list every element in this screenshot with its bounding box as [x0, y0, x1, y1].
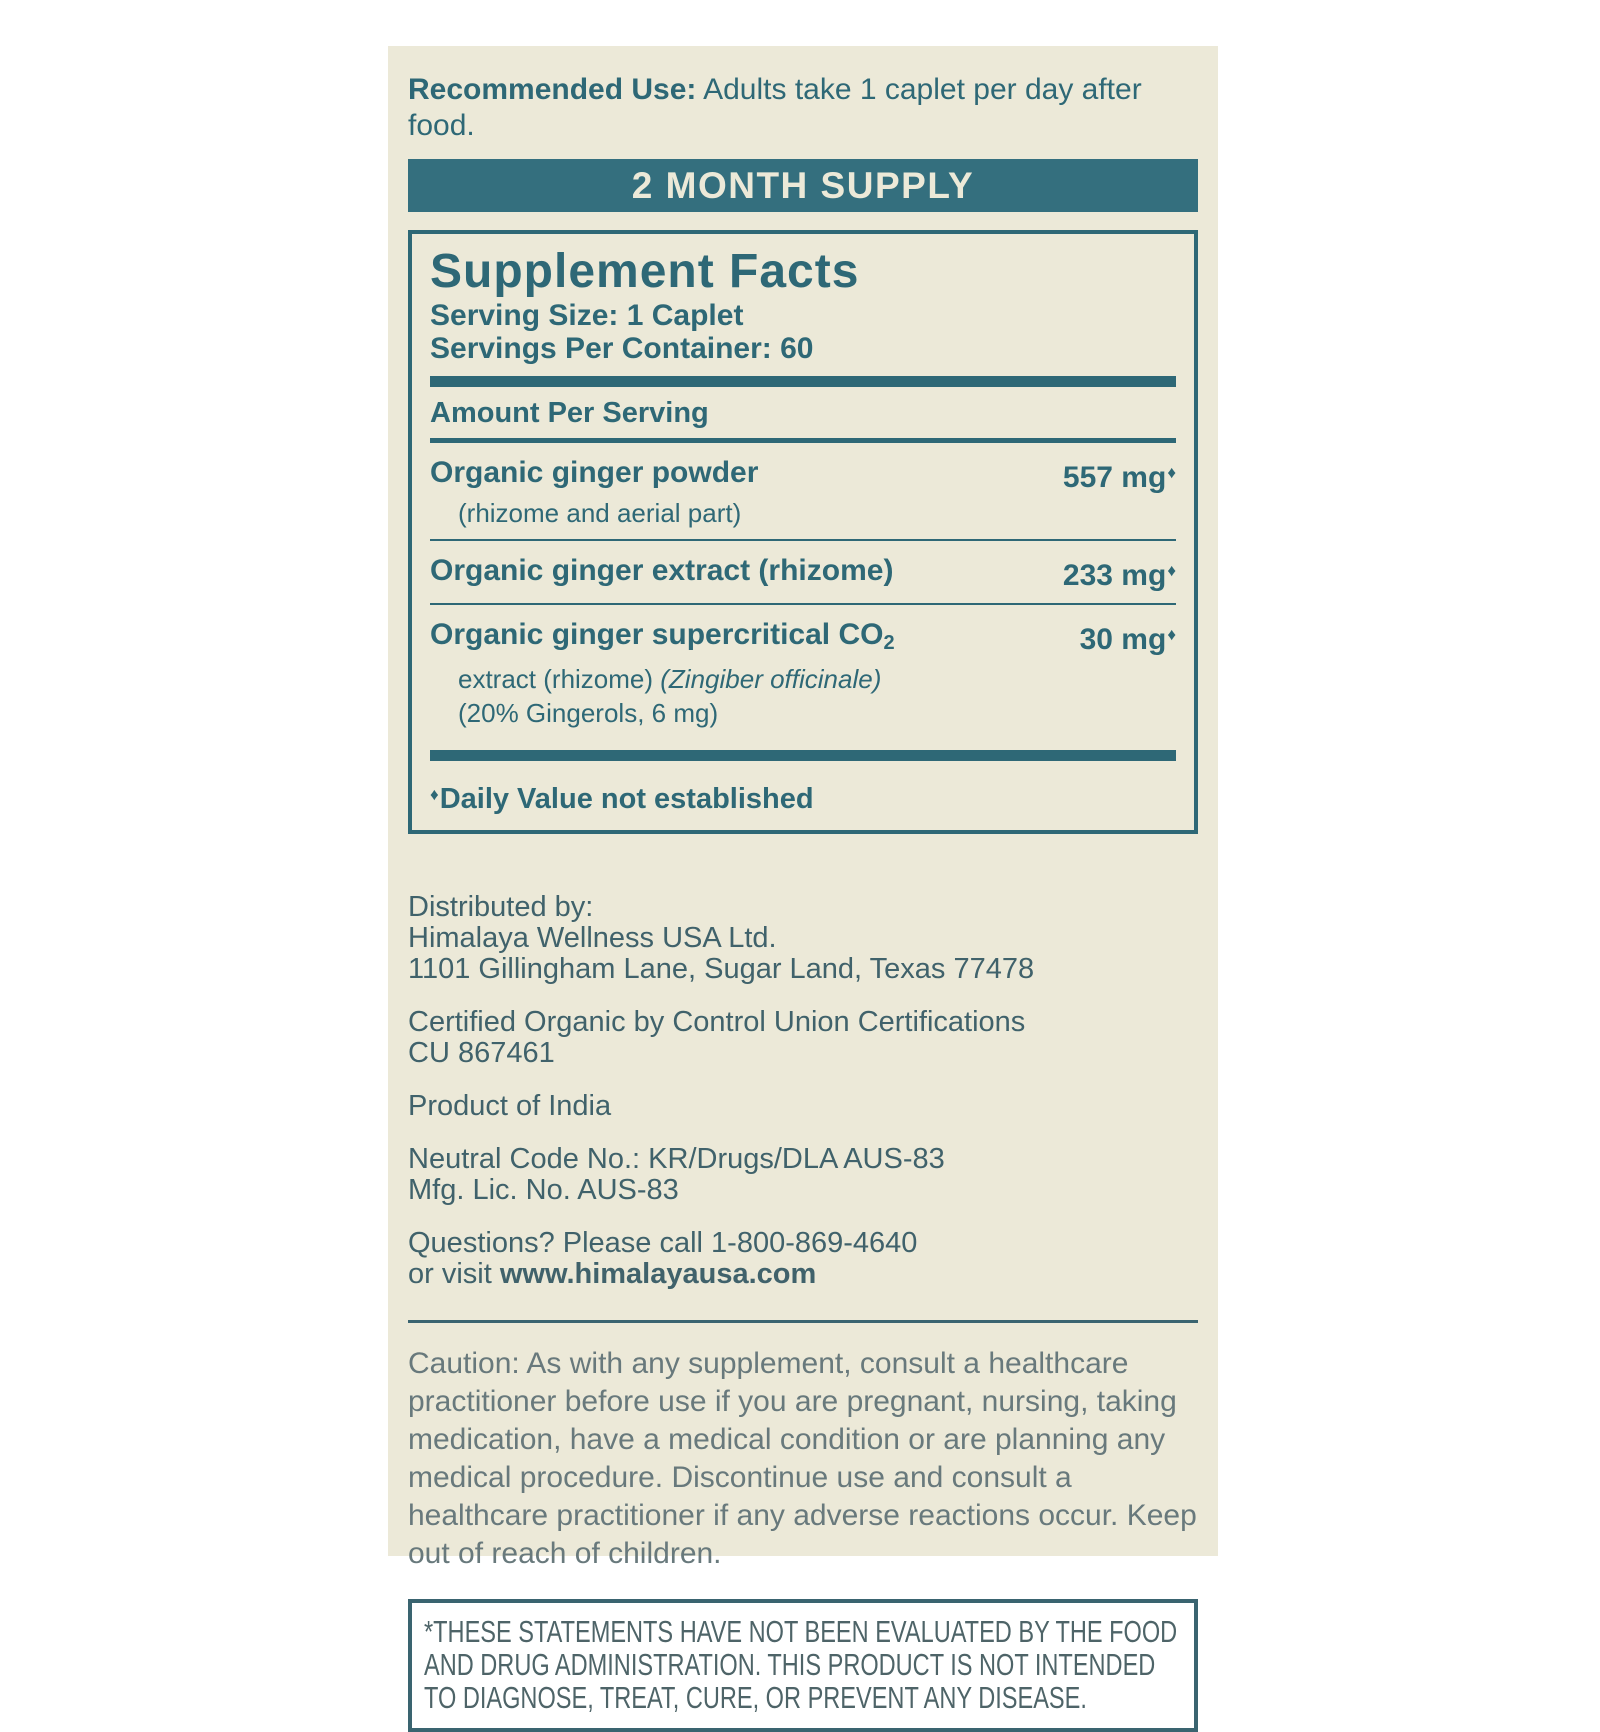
ingredient-amount: 233 mg♦ [1062, 559, 1176, 592]
product-label [388, 46, 1218, 1715]
recommended-use [408, 72, 1198, 144]
ingredient-detail: (20% Gingerols, 6 mg) [458, 698, 719, 728]
ingredient-name: Organic ginger extract (rhizome) [430, 554, 894, 587]
certification-block [408, 1007, 1198, 1069]
fda-disclaimer-line: *THESE STATEMENTS HAVE NOT BEEN EVALUATED BY THE FOOD [424, 1614, 1178, 1649]
diamond-footnote-icon: ♦ [1167, 625, 1176, 644]
origin-block [408, 1091, 1198, 1122]
fact-row-ginger-extract [430, 541, 1176, 603]
distribution-info [408, 892, 1198, 1290]
website-line: or visit www.himalayausa.com [408, 1258, 817, 1290]
ingredient-detail: extract (rhizome) (Zingiber officinale) [458, 664, 882, 694]
certifier-line: Certified Organic by Control Union Certifications [408, 1006, 1026, 1038]
serving-size: Serving Size: 1 Caplet [430, 299, 744, 332]
diamond-footnote-icon: ♦ [1167, 463, 1176, 482]
ingredient-amount: 30 mg♦ [1079, 623, 1176, 656]
ingredient-name: Organic ginger powder [430, 456, 759, 489]
distributed-by-label: Distributed by: [408, 891, 594, 923]
ingredient-amount: 557 mg♦ [1062, 461, 1176, 494]
distributed-by-block [408, 892, 1198, 985]
supply-banner: 2 MONTH SUPPLY [408, 159, 1198, 212]
distributor-address: 1101 Gillingham Lane, Sugar Land, Texas 77478 [408, 953, 1035, 985]
website-url: www.himalayausa.com [499, 1258, 817, 1290]
country-of-origin: Product of India [408, 1090, 612, 1122]
codes-block [408, 1144, 1198, 1206]
mfg-license: Mfg. Lic. No. AUS-83 [408, 1174, 679, 1206]
ingredient-name: Organic ginger supercritical $CO_2$ [430, 618, 895, 654]
distributor-name: Himalaya Wellness USA Ltd. [408, 922, 777, 954]
recommended-use-label: Recommended Use: [408, 73, 697, 106]
fda-disclaimer-box [408, 1599, 1198, 1732]
fact-row-ginger-powder [430, 443, 1176, 539]
diamond-footnote-icon: ♦ [430, 785, 439, 804]
amount-per-serving-header: Amount Per Serving [430, 397, 709, 429]
neutral-code: Neutral Code No.: KR/Drugs/DLA AUS-83 [408, 1143, 945, 1175]
ingredient-detail: (rhizome and aerial part) [458, 498, 742, 528]
fda-disclaimer-line: AND DRUG ADMINISTRATION. THIS PRODUCT IS NOT INTENDED [424, 1647, 1156, 1682]
servings-per-container: Servings Per Container: 60 [430, 332, 814, 365]
certification-number: CU 867461 [408, 1037, 555, 1069]
diamond-footnote-icon: ♦ [1167, 561, 1176, 580]
fda-disclaimer-line: TO DIAGNOSE, TREAT, CURE, OR PREVENT ANY DISEASE. [424, 1680, 1087, 1715]
divider-thick [430, 750, 1176, 761]
phone-line: Questions? Please call 1-800-869-4640 [408, 1227, 918, 1259]
species-name: (Zingiber officinale) [660, 664, 882, 694]
co2-subscript: 2 [883, 632, 895, 654]
daily-value-footnote: ♦Daily Value not established [430, 783, 814, 815]
section-divider [408, 1320, 1198, 1323]
caution-paragraph: Caution: As with any supplement, consult a healthcare practitioner before use if you are pregnant, nursing, taking medication, have a medical condition or are planning any medical procedure. Discontinue use and consult a healthcare practitioner if any adverse reactions occur. Keep out of reach of children. [408, 1347, 1197, 1570]
fact-row-ginger-co2-extract [430, 605, 1176, 739]
supplement-facts-title: Supplement Facts [430, 245, 860, 298]
divider-thick [430, 376, 1176, 387]
recommended-use-text: Adults take 1 caplet per day after food. [408, 73, 1142, 142]
supplement-facts-panel [408, 230, 1198, 834]
contact-block [408, 1228, 1198, 1290]
